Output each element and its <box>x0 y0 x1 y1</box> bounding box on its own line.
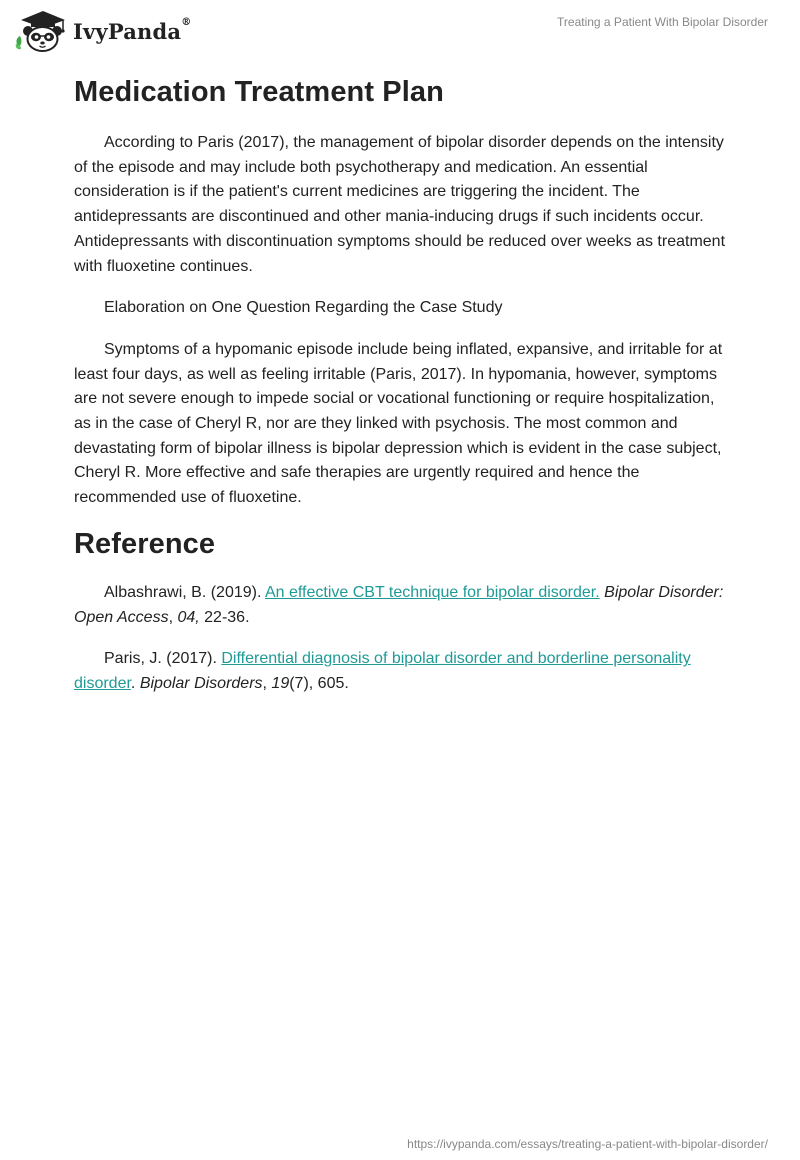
document-body <box>74 68 734 714</box>
reference-author-year: Paris, J. (2017). <box>104 650 222 668</box>
panda-graduate-icon <box>13 9 69 53</box>
reference-volume: 19 <box>271 674 290 692</box>
symptoms-paragraph: Symptoms of a hypomanic episode include being inflated, expansive, and irritable for at least four days, as well as feeling irritable (Paris, 2017). In hypomania, however, symptoms are not severe enough to impede social or vocational functioning or require hospitalization, as in the case of Cheryl R, nor are they linked with psychosis. The most common and devastating form of bipolar illness is bipolar depression which is evident in the case subject, Cheryl R. More effective and safe therapies are urgently required and hence the recommended use of fluoxetine. <box>74 340 723 507</box>
reference-link[interactable]: An effective CBT technique for bipolar disorder. <box>264 583 600 601</box>
reference-author-year: Albashrawi, B. (2019). <box>104 583 265 601</box>
brand-name: IvyPanda® <box>73 16 192 44</box>
page-header <box>0 0 800 64</box>
reference-entry: Paris, J. (2017). Differential diagnosis of bipolar disorder and borderline personality disorder. Bipolar Disorders, 19(7), 605. <box>74 650 691 692</box>
medication-plan-paragraph: According to Paris (2017), the management of bipolar disorder depends on the intensity of the episode and may include both psychotherapy and medication. An essential consideration is if the patient's current medicines are triggering the incident. The antidepressants are discontinued and other mania-inducing drugs if such incidents occur. Antidepressants with discontinuation symptoms should be reduced over weeks as treatment with fluoxetine continues. <box>74 134 726 275</box>
document-title: Treating a Patient With Bipolar Disorder <box>557 15 768 29</box>
reference-link[interactable]: Differential diagnosis of bipolar disorder and borderline personality disorder <box>74 650 691 692</box>
ivypanda-logo[interactable] <box>13 9 191 53</box>
reference-entry: Albashrawi, B. (2019). An effective CBT technique for bipolar disorder. Bipolar Disorder: Open Access, 04, 22-36. <box>74 583 724 626</box>
elaboration-line: Elaboration on One Question Regarding the Case Study <box>104 299 503 317</box>
source-url[interactable]: https://ivypanda.com/essays/treating-a-patient-with-bipolar-disorder/ <box>407 1137 768 1151</box>
medication-plan-heading: Medication Treatment Plan <box>74 76 444 108</box>
reference-journal: Bipolar Disorders <box>139 674 263 692</box>
reference-heading: Reference <box>74 527 216 560</box>
reference-pages: (7), 605. <box>289 674 349 692</box>
reference-volume: 04, <box>177 608 200 626</box>
reference-pages: 22-36. <box>199 608 250 626</box>
reference-journal: Bipolar Disorder: Open Access <box>74 583 724 626</box>
